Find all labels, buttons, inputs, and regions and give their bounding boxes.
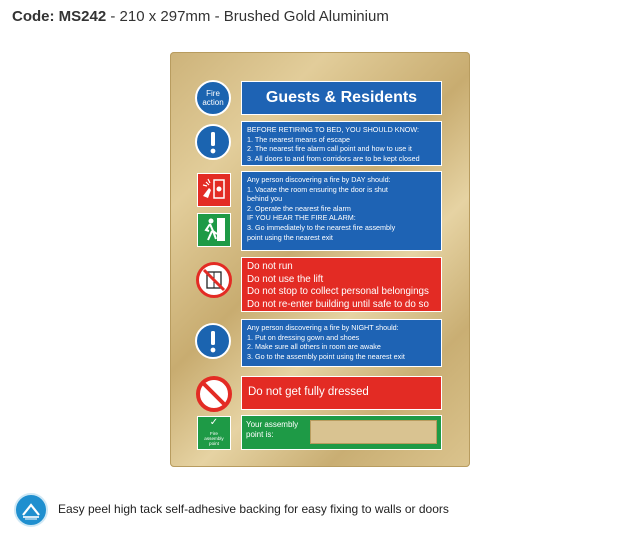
- sign-title: Guests & Residents: [265, 89, 418, 106]
- sign-image: [170, 52, 470, 467]
- dressed-panel: [241, 376, 442, 410]
- fire-action-icon: [195, 80, 231, 116]
- prohibition-icon: [196, 376, 232, 412]
- fire-alarm-icon: [197, 173, 231, 207]
- product-code: Code: MS242: [12, 8, 107, 25]
- mandatory-icon-night: [195, 323, 231, 359]
- assembly-check-mark: ✓: [209, 417, 219, 428]
- before-bed-panel: BEFORE RETIRING TO BED, YOU SHOULD KNOW: 1. The nearest means of escape 2. The nearest fire alarm call point and how to use it 3. All doors to and from corridors are to be kept closed: [241, 121, 442, 166]
- mandatory-icon: [195, 124, 231, 160]
- prohibited-actions-panel: Do not run Do not use the lift Do not stop to collect personal belongings Do not re-enter building until safe to do so: [241, 257, 442, 312]
- night-instructions-panel: Any person discovering a fire by NIGHT should: 1. Put on dressing gown and shoes 2. Make sure all others in room are awake 3. Go to the assembly point using the nearest exit: [241, 319, 442, 367]
- adhesive-description: Easy peel high tack self-adhesive backing for easy fixing to walls or doors: [58, 502, 449, 516]
- title-panel: [241, 81, 442, 115]
- adhesive-icon: [14, 493, 48, 527]
- fire-exit-icon: [197, 213, 231, 247]
- assembly-panel: [241, 415, 442, 450]
- no-lift-icon: [196, 262, 232, 298]
- assembly-write-box: [310, 420, 437, 444]
- fire-assembly-point-icon: [197, 416, 231, 450]
- day-instructions-panel: Any person discovering a fire by DAY should: 1. Vacate the room ensuring the door is shut behind you 2. Operate the nearest fire alarm IF YOU HEAR THE FIRE ALARM: 3. Go immediately to the nearest fire assembly point using the nearest exit: [241, 171, 442, 251]
- dressed-text: Do not get fully dressed: [248, 386, 369, 398]
- assembly-point-label: Fire assembly point: [204, 431, 224, 446]
- assembly-label: Your assembly point is:: [246, 420, 299, 439]
- fire-action-text: Fire action: [202, 89, 224, 107]
- product-spec: - 210 x 297mm - Brushed Gold Aluminium: [106, 8, 389, 25]
- product-title: [12, 8, 389, 25]
